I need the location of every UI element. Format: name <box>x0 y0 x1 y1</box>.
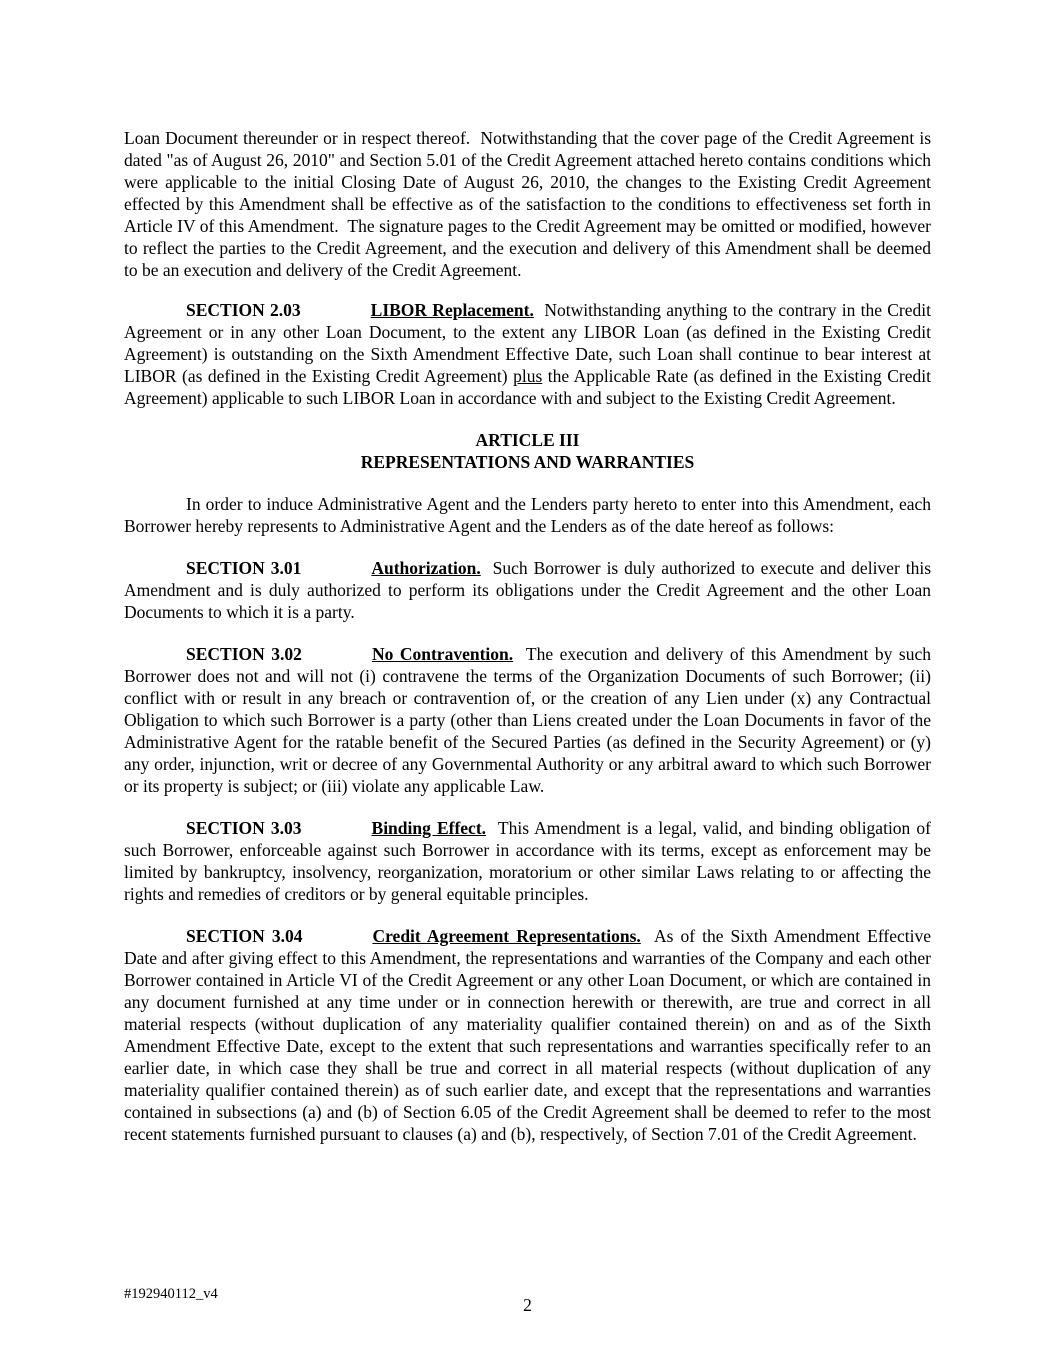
section-2-03-paragraph <box>124 299 931 409</box>
section-3-01-heading: Authorization. <box>371 558 481 578</box>
section-3-04-paragraph <box>124 925 931 1145</box>
section-3-02-paragraph <box>124 643 931 797</box>
document-id: #192940112_v4 <box>124 1286 218 1302</box>
continuation-paragraph: Loan Document thereunder or in respect thereof. Notwithstanding that the cover page of the Credit Agreement is dated "as of August 26, 2010" and Section 5.01 of the Credit Agreement attached hereto contains conditions which were applicable to the initial Closing Date of August 26, 2010, the changes to the Existing Credit Agreement effected by this Amendment shall be effective as of the satisfaction to the conditions to effectiveness set forth in Article IV of this Amendment. The signature pages to the Credit Agreement may be omitted or modified, however to reflect the parties to the Credit Agreement, and the execution and delivery of this Amendment shall be deemed to be an execution and delivery of the Credit Agreement. <box>124 128 931 280</box>
section-3-04-label: SECTION 3.04 <box>186 926 303 946</box>
section-3-04-heading: Credit Agreement Representations. <box>372 926 641 946</box>
section-2-03-text-a: Notwithstanding anything to the contrary in the Credit Agreement or in any other Loan Document, to the extent any LIBOR Loan (as defined in the Existing Credit Agreement) is outstanding on the Sixth Amendment Effective Date, such Loan shall continue to bear interest at LIBOR (as defined in the Existing Credit Agreement) <box>124 300 931 386</box>
section-3-03-text: This Amendment is a legal, valid, and binding obligation of such Borrower, enforceable against such Borrower in accordance with its terms, except as enforcement may be limited by bankruptcy, insolvency, reorganization, moratorium or other similar Laws relating to or affecting the rights and remedies of creditors or by general equitable principles. <box>124 818 931 904</box>
underlined-word-plus: plus <box>513 366 543 386</box>
section-3-02-heading: No Contravention. <box>371 644 514 664</box>
section-3-01-label: SECTION 3.01 <box>186 558 302 578</box>
article-title: REPRESENTATIONS AND WARRANTIES <box>360 452 695 472</box>
section-3-01-text: Such Borrower is duly authorized to execute and deliver this Amendment and is duly authorized to perform its obligations under the Credit Agreement and the other Loan Documents to which it is a party. <box>124 558 931 622</box>
section-2-03-text-b: the Applicable Rate (as defined in the Existing Credit Agreement) applicable to such LIBOR Loan in accordance with and subject to the Existing Credit Agreement. <box>124 366 931 408</box>
page-content <box>124 127 931 1165</box>
section-2-03-label: SECTION 2.03 <box>186 300 301 320</box>
section-2-03-heading: LIBOR Replacement. <box>370 300 534 320</box>
article-number: ARTICLE III <box>475 430 580 450</box>
section-3-02-label: SECTION 3.02 <box>186 644 302 664</box>
section-3-03-label: SECTION 3.03 <box>186 818 302 838</box>
page-number: 2 <box>523 1295 532 1315</box>
section-3-01-paragraph <box>124 557 931 623</box>
intro-paragraph: In order to induce Administrative Agent and the Lenders party hereto to enter into this Amendment, each Borrower hereby represents to Administrative Agent and the Lenders as of the date hereof as follows: <box>124 494 931 536</box>
section-3-03-paragraph <box>124 817 931 905</box>
section-3-02-text: The execution and delivery of this Amendment by such Borrower does not and will not (i) contravene the terms of the Organization Documents of such Borrower; (ii) conflict with or result in any breach or contravention of, or the creation of any Lien under (x) any Contractual Obligation to which such Borrower is a party (other than Liens created under the Loan Documents in favor of the Administrative Agent for the ratable benefit of the Secured Parties (as defined in the Security Agreement) or (y) any order, injunction, writ or decree of any Governmental Authority or any arbitral award to which such Borrower or its property is subject; or (iii) violate any applicable Law. <box>124 644 931 796</box>
section-3-03-heading: Binding Effect. <box>371 818 487 838</box>
section-3-04-text: As of the Sixth Amendment Effective Date and after giving effect to this Amendment, the representations and warranties of the Company and each other Borrower contained in Article VI of the Credit Agreement or any other Loan Document, or which are contained in any document furnished at any time under or in connection herewith or therewith, are true and correct in all material respects (without duplication of any materiality qualifier contained therein) on and as of the Sixth Amendment Effective Date, except to the extent that such representations and warranties specifically refer to an earlier date, in which case they shall be true and correct in all material respects (without duplication of any materiality qualifier contained therein) as of such earlier date, and except that the representations and warranties contained in subsections (a) and (b) of Section 6.05 of the Credit Agreement shall be deemed to refer to the most recent statements furnished pursuant to clauses (a) and (b), respectively, of Section 7.01 of the Credit Agreement. <box>124 926 931 1144</box>
article-iii-heading <box>124 429 931 473</box>
